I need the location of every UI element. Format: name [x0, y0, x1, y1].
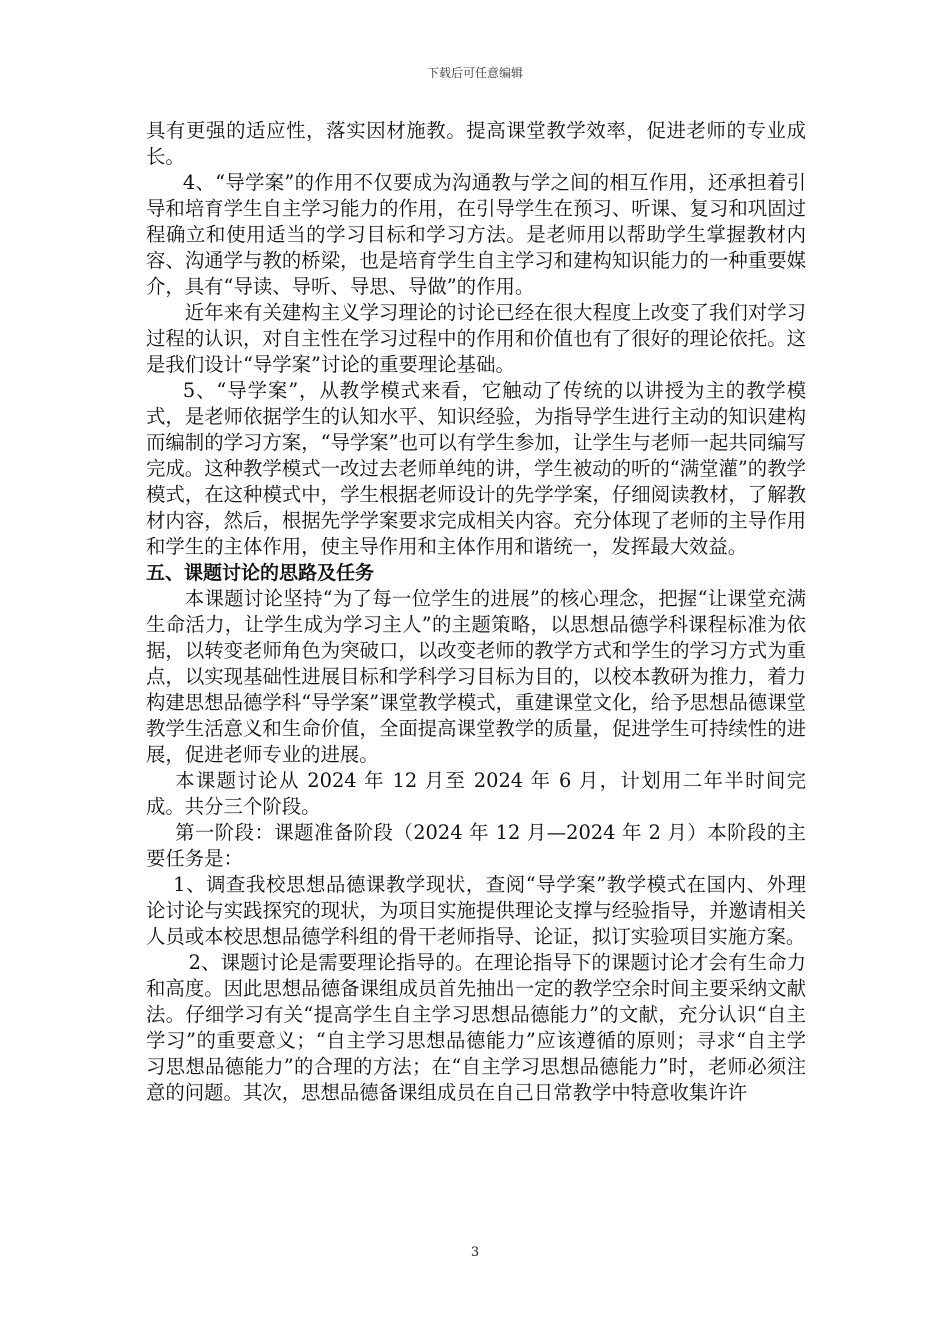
paragraph: 具有更强的适应性，落实因材施教。提高课堂教学效率，促进老师的专业成长。: [146, 119, 806, 168]
page-header: 下载后可任意编辑: [426, 66, 523, 80]
paragraph: 2、课题讨论是需要理论指导的。在理论指导下的课题讨论才会有生命力和高度。因此思想品德备课组成员首先抽出一定的教学空余时间主要采纳文献法。仔细学习有关“提高学生自主学习思想品德能力”的文献，充分认识“自主学习”的重要意义；“自主学习思想品德能力”应该遵循的原则；寻求“自主学习思想品德能力”的合理的方法；在“自主学习思想品德能力”时，老师必须注意的问题。其次，思想品德备课组成员在自己日常教学中特意收集许许: [146, 951, 806, 1104]
paragraph: 5、“导学案”，从教学模式来看，它触动了传统的以讲授为主的教学模式，是老师依据学生的认知水平、知识经验，为指导学生进行主动的知识建构而编制的学习方案，“导学案”也可以有学生参加，让学生与老师一起共同编写完成。这种教学模式一改过去老师单纯的讲，学生被动的听的“满堂灌”的教学模式，在这种模式中，学生根据老师设计的先学学案，仔细阅读教材，了解教材内容，然后，根据先学学案要求完成相关内容。充分体现了老师的主导作用和学生的主体作用，使主导作用和主体作用和谐统一，发挥最大效益。: [146, 379, 806, 558]
paragraph: 第一阶段：课题准备阶段（2024 年 12 月—2024 年 2 月）本阶段的主要任务是：: [146, 821, 806, 870]
body-text: [146, 118, 806, 1106]
paragraph: 本课题讨论坚持“为了每一位学生的进展”的核心理念，把握“让课堂充满生命活力，让学生成为学习主人”的主题策略，以思想品德学科课程标准为依据，以转变老师角色为突破口，以改变老师的教学方式和学生的学习方式为重点，以实现基础性进展目标和学科学习目标为目的，以校本教研为推力，着力构建思想品德学科“导学案”课堂教学模式，重建课堂文化，给予思想品德课堂教学生活意义和生命价值，全面提高课堂教学的质量，促进学生可持续性的进展，促进老师专业的进展。: [146, 587, 806, 766]
section-heading: 五、课题讨论的思路及任务: [146, 562, 375, 584]
paragraph: 1、调查我校思想品德课教学现状，查阅“导学案”教学模式在国内、外理论讨论与实践探究的现状，为项目实施提供理论支撑与经验指导，并邀请相关人员或本校思想品德学科组的骨干老师指导、论证，拟订实验项目实施方案。: [146, 873, 806, 948]
paragraph: 4、“导学案”的作用不仅要成为沟通教与学之间的相互作用，还承担着引导和培育学生自主学习能力的作用，在引导学生在预习、听课、复习和巩固过程确立和使用适当的学习目标和学习方法。是老师用以帮助学生掌握教材内容、沟通学与教的桥梁，也是培育学生自主学习和建构知识能力的一种重要媒介，具有“导读、导听、导思、导做”的作用。: [146, 171, 806, 298]
paragraph: 本课题讨论从 2024 年 12 月至 2024 年 6 月，计划用二年半时间完成。共分三个阶段。: [146, 769, 806, 818]
page-number: 3: [470, 1245, 480, 1260]
paragraph: 近年来有关建构主义学习理论的讨论已经在很大程度上改变了我们对学习过程的认识，对自主性在学习过程中的作用和价值也有了很好的理论依托。这是我们设计“导学案”讨论的重要理论基础。: [146, 301, 806, 376]
